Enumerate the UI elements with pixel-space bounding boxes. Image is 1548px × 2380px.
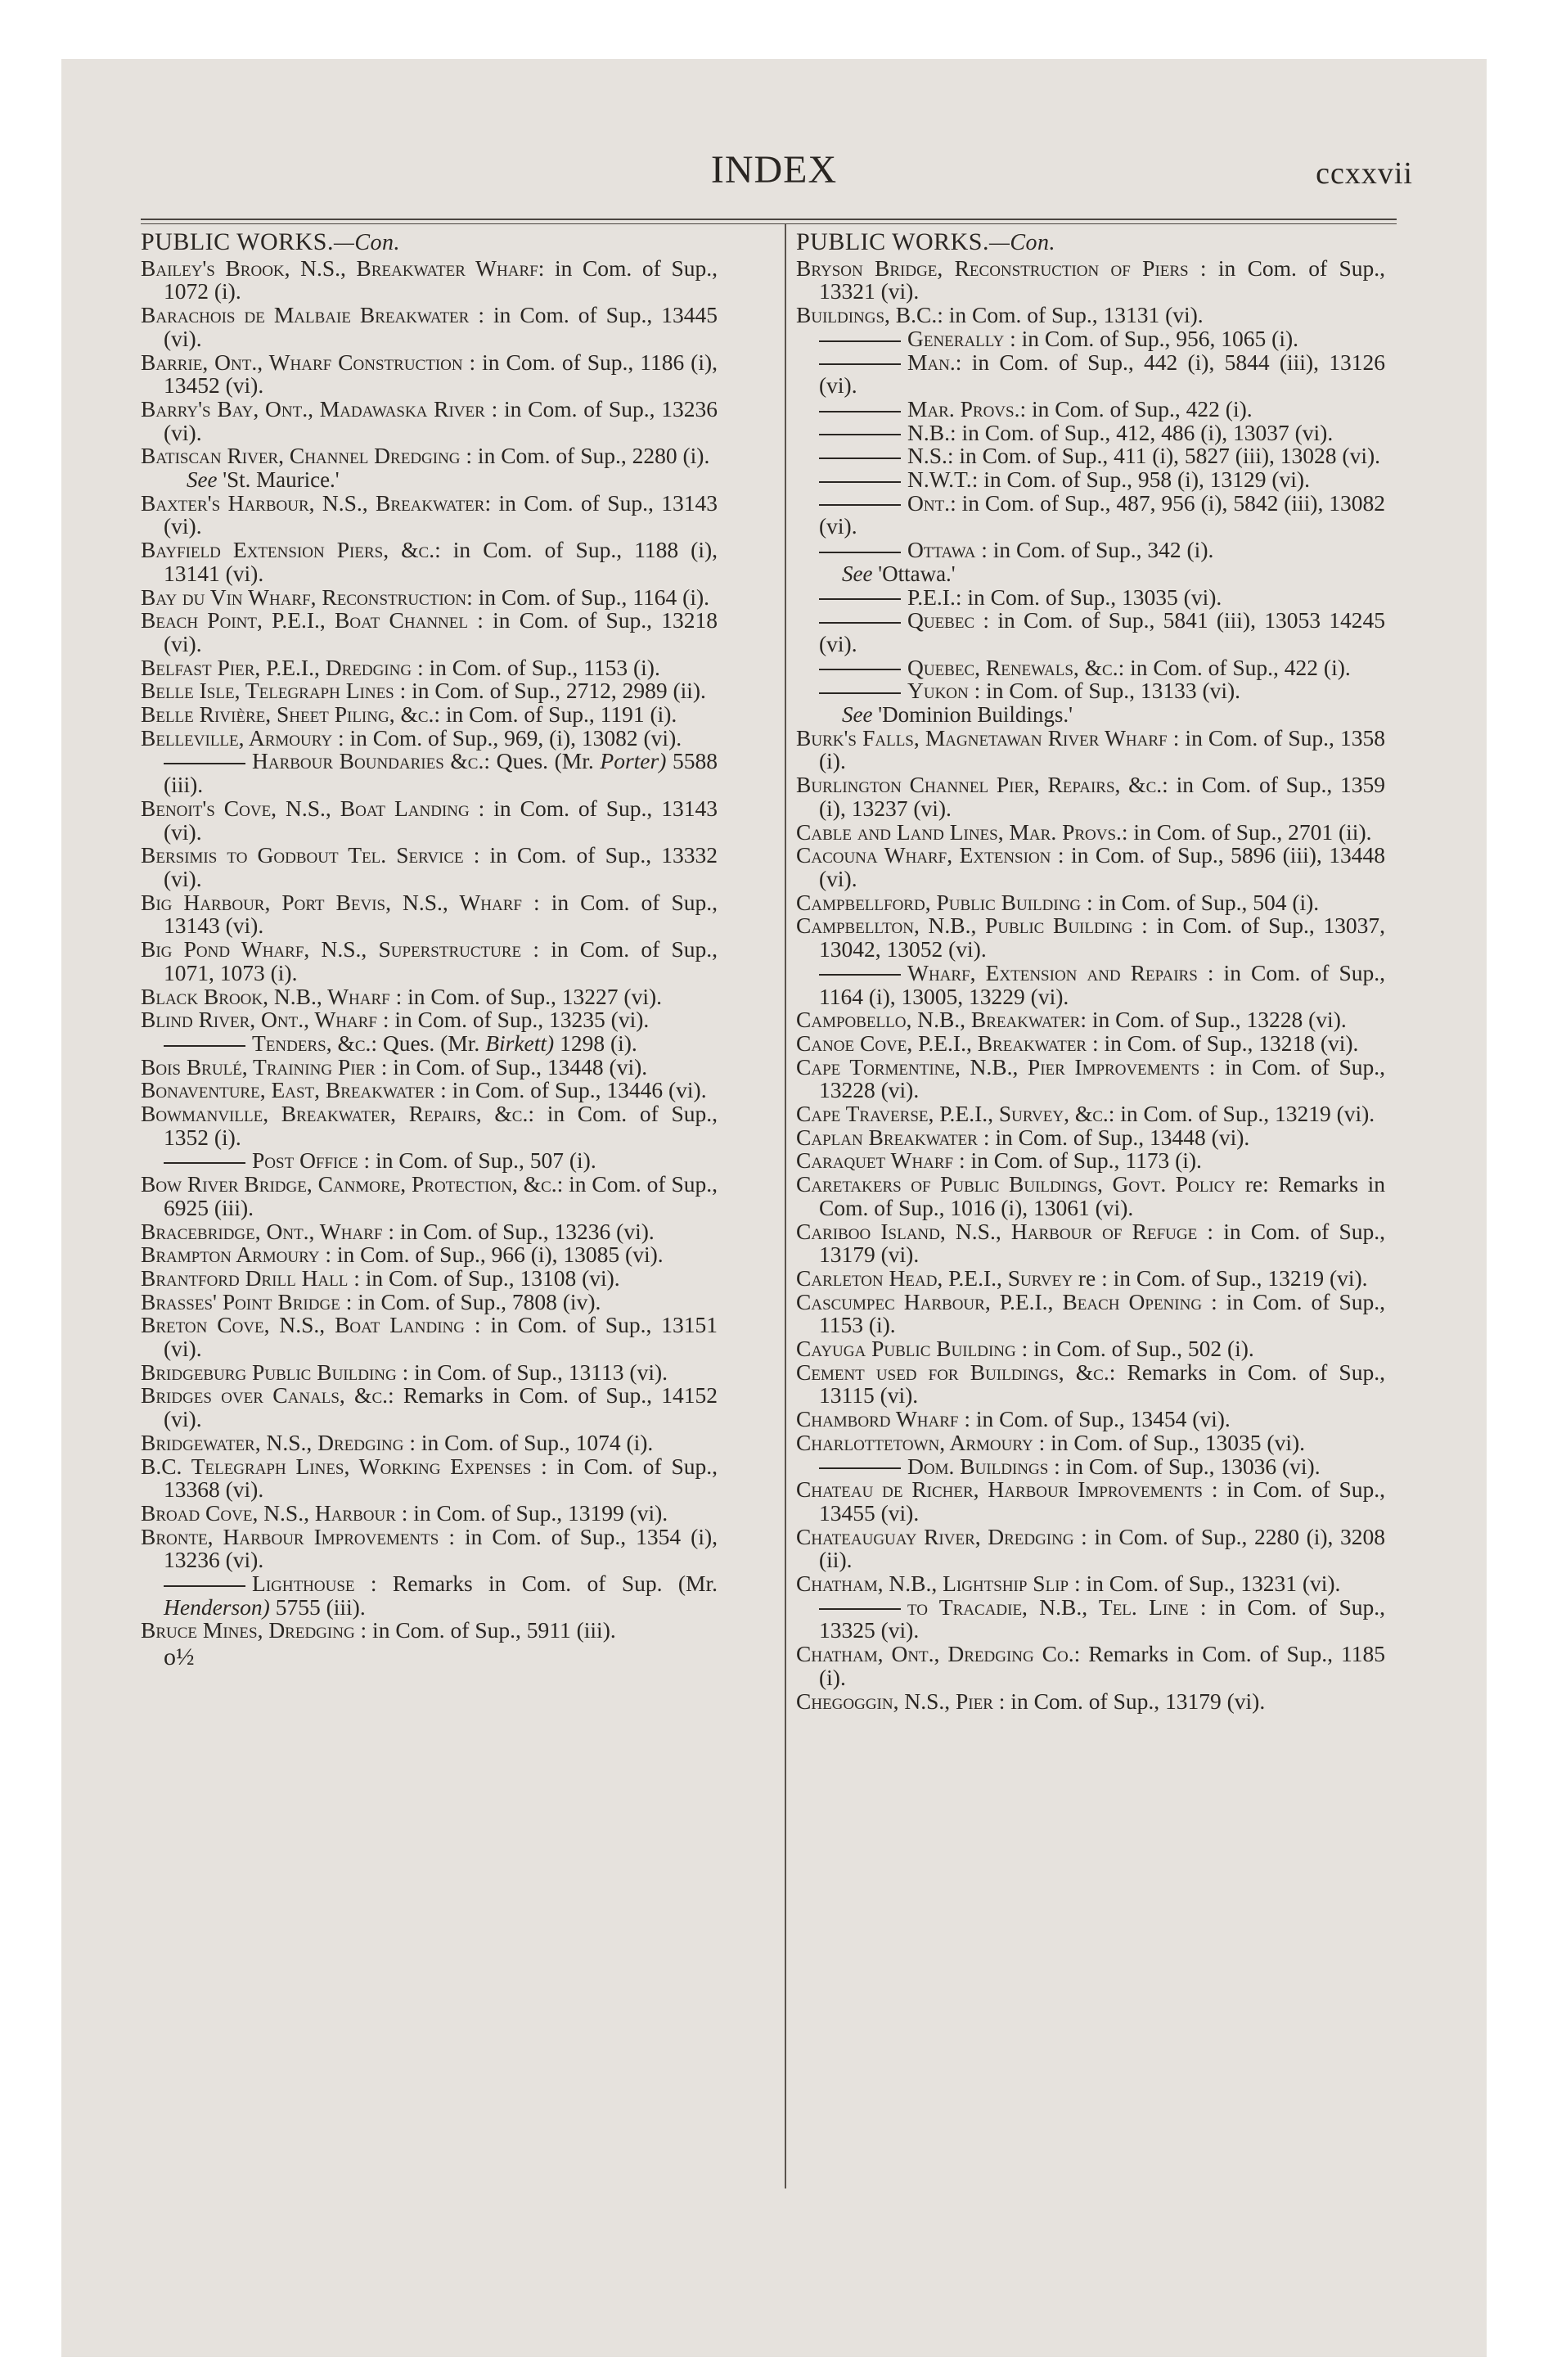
entry-head: Cape Traverse, P.E.I., Survey, &c. bbox=[796, 1101, 1109, 1127]
entry-head: Barachois de Malbaie Breakwater bbox=[141, 302, 470, 328]
see-target: 'Dominion Buildings.' bbox=[878, 702, 1073, 728]
entry-text: : in Com. of Sup., 1358 (i). bbox=[819, 724, 1386, 774]
entry-text: : in Com. of Sup., 1164 (i). bbox=[466, 584, 709, 610]
index-subentry bbox=[796, 489, 1385, 539]
entry-head: Bayfield Extension Piers, &c. bbox=[141, 537, 435, 563]
index-entry bbox=[141, 1431, 718, 1455]
index-entry bbox=[796, 773, 1385, 820]
ditto-dash bbox=[164, 1585, 245, 1587]
entry-head: Caraquet Wharf bbox=[796, 1147, 954, 1174]
entry-head: Bow River Bridge, Canmore, Protection, &c. bbox=[141, 1171, 557, 1197]
index-entry bbox=[141, 539, 718, 585]
index-entry bbox=[141, 891, 718, 938]
index-entry bbox=[796, 1478, 1385, 1525]
entry-text: : in Com. of Sup., 13454 (vi). bbox=[958, 1406, 1231, 1432]
entry-text: : in Com. of Sup., 13131 (vi). bbox=[937, 302, 1204, 328]
entry-text: : in Com. of Sup., 13143 (vi). bbox=[164, 489, 718, 539]
entry-text: : in Com. of Sup., 13151 (vi). bbox=[164, 1312, 718, 1362]
subentry-head: Yukon bbox=[907, 678, 969, 704]
entry-head: Chambord Wharf bbox=[796, 1406, 959, 1432]
subentry-tail: 5588 (iii). bbox=[164, 748, 718, 798]
subentry-text: : Remarks in Com. of Sup. (Mr. bbox=[354, 1571, 718, 1597]
ditto-dash bbox=[819, 669, 901, 670]
subentry-head: Wharf, Extension and Repairs bbox=[907, 959, 1198, 985]
entry-head: Bruce Mines, Dredging bbox=[141, 1617, 355, 1643]
index-entry bbox=[141, 656, 718, 680]
entry-text: re: Remarks in Com. of Sup., 1016 (i), 13061 (vi). bbox=[819, 1171, 1385, 1220]
entry-text: : in Com. of Sup., 1072 (i). bbox=[164, 255, 718, 304]
entry-text: : in Com. of Sup., 7808 (iv). bbox=[340, 1288, 601, 1314]
entry-head: Cable and Land Lines, Mar. Provs. bbox=[796, 818, 1122, 845]
entry-text: : in Com. of Sup., 13143 (vi). bbox=[164, 889, 718, 939]
entry-text: : in Com. of Sup., 1153 (i). bbox=[819, 1288, 1385, 1338]
entry-head: Big Pond Wharf, N.S., Superstructure bbox=[141, 936, 522, 962]
section-title: PUBLIC WORKS. bbox=[141, 228, 334, 255]
signature-mark: o½ bbox=[164, 1643, 195, 1671]
index-subentry bbox=[796, 959, 1385, 1009]
entry-text: : in Com. of Sup., 13368 (vi). bbox=[164, 1453, 718, 1503]
index-entry bbox=[141, 257, 718, 304]
index-subentry bbox=[796, 679, 1385, 703]
section-heading bbox=[141, 228, 718, 255]
entry-head: Campbellton, N.B., Public Building bbox=[796, 913, 1133, 939]
index-entry bbox=[141, 1264, 718, 1291]
subentry-text: : in Com. of Sup., 13133 (vi). bbox=[968, 678, 1241, 704]
entry-text: : in Com. of Sup., 1153 (i). bbox=[412, 654, 660, 680]
index-entry bbox=[796, 1149, 1385, 1173]
index-entry bbox=[796, 1220, 1385, 1267]
subentry-head: Dom. Buildings bbox=[907, 1453, 1049, 1479]
entry-head: Batiscan River, Channel Dredging bbox=[141, 443, 461, 469]
ditto-dash bbox=[819, 434, 901, 435]
index-entry bbox=[141, 703, 718, 727]
subentry-head: P.E.I. bbox=[907, 584, 956, 610]
index-entry bbox=[141, 844, 718, 890]
index-subentry bbox=[796, 327, 1385, 351]
entry-head: Bryson Bridge, Reconstruction of Piers bbox=[796, 255, 1189, 281]
subentry-text: : in Com. of Sup., 507 (i). bbox=[358, 1147, 596, 1174]
ditto-dash bbox=[819, 458, 901, 459]
subentry-head: Lighthouse bbox=[252, 1571, 355, 1597]
index-entry bbox=[796, 1008, 1385, 1032]
entry-text: : in Com. of Sup., 1186 (i), 13452 (vi). bbox=[164, 349, 718, 399]
index-entry bbox=[141, 1288, 718, 1314]
index-entry bbox=[796, 1032, 1385, 1056]
index-entry bbox=[796, 1361, 1385, 1408]
subentry-member: Henderson) bbox=[164, 1593, 270, 1620]
entry-text: : in Com. of Sup., 1191 (i). bbox=[434, 701, 677, 728]
index-entry bbox=[141, 586, 718, 610]
entry-text: : in Com. of Sup., 13445 (vi). bbox=[164, 302, 718, 351]
entry-text: : in Com. of Sup., 13143 (vi). bbox=[164, 795, 718, 845]
index-entry bbox=[141, 1079, 718, 1102]
subentry-text: : Ques. (Mr. bbox=[484, 748, 594, 774]
index-entry bbox=[141, 1243, 718, 1267]
index-entry bbox=[141, 985, 718, 1009]
subentry-member: Birkett) bbox=[485, 1030, 555, 1056]
entry-head: Charlottetown, Armoury bbox=[796, 1429, 1033, 1455]
entry-text: : in Com. of Sup., 13035 (vi). bbox=[1033, 1429, 1305, 1455]
entry-head: Campobello, N.B., Breakwater bbox=[796, 1007, 1081, 1033]
index-entry bbox=[141, 1384, 718, 1431]
index-entry bbox=[796, 1126, 1385, 1150]
entry-head: Cayuga Public Building bbox=[796, 1336, 1016, 1362]
index-subentry bbox=[796, 586, 1385, 610]
entry-head: Burk's Falls, Magnetawan River Wharf bbox=[796, 724, 1168, 751]
entry-head: Bersimis to Godbout Tel. Service bbox=[141, 842, 464, 868]
index-entry bbox=[141, 1173, 718, 1219]
entry-text: : in Com. of Sup., 2280 (i), 3208 (ii). bbox=[819, 1523, 1385, 1573]
entry-head: Barry's Bay, Ont., Madawaska River bbox=[141, 395, 485, 421]
subentry-tail: 5755 (iii). bbox=[269, 1593, 366, 1620]
ditto-dash bbox=[819, 481, 901, 483]
entry-text: : in Com. of Sup., 13231 (vi). bbox=[1069, 1571, 1341, 1597]
entry-head: Canoe Cove, P.E.I., Breakwater bbox=[796, 1030, 1087, 1056]
subentry-head: Generally bbox=[907, 325, 1005, 351]
index-entry bbox=[141, 1314, 718, 1360]
ditto-dash bbox=[819, 504, 901, 506]
entry-text: : in Com. of Sup., 13108 (vi). bbox=[348, 1264, 620, 1291]
entry-text: : in Com. of Sup., 1352 (i). bbox=[164, 1101, 718, 1150]
entry-head: Benoit's Cove, N.S., Boat Landing bbox=[141, 795, 470, 821]
index-entry bbox=[141, 938, 718, 985]
ditto-dash bbox=[819, 552, 901, 553]
entry-head: Baxter's Harbour, N.S., Breakwater bbox=[141, 489, 485, 516]
entry-text: : in Com. of Sup., 5896 (iii), 13448 (vi). bbox=[819, 842, 1385, 891]
entry-text: : in Com. of Sup., 1354 (i), 13236 (vi). bbox=[164, 1523, 718, 1573]
index-entry bbox=[796, 257, 1385, 304]
entry-text: : in Com. of Sup., 1359 (i), 13237 (vi). bbox=[819, 772, 1386, 821]
ditto-dash bbox=[819, 598, 901, 600]
index-entry bbox=[141, 489, 718, 539]
subentry-member: Porter) bbox=[600, 748, 667, 774]
index-entry bbox=[141, 679, 718, 703]
index-entry bbox=[141, 1523, 718, 1573]
entry-text: : in Com. of Sup., 13199 (vi). bbox=[395, 1499, 668, 1526]
entry-head: Cape Tormentine, N.B., Pier Improvements bbox=[796, 1053, 1200, 1080]
index-entry bbox=[796, 844, 1385, 890]
entry-text: : in Com. of Sup., 6925 (iii). bbox=[164, 1171, 718, 1220]
ditto-dash bbox=[819, 340, 901, 342]
subentry-head: Quebec, Renewals, &c. bbox=[907, 654, 1118, 680]
index-entry bbox=[796, 891, 1385, 915]
entry-text: : in Com. of Sup., 13455 (vi). bbox=[819, 1476, 1386, 1526]
subentry-head: Ont. bbox=[907, 489, 951, 516]
entry-head: Blind River, Ont., Wharf bbox=[141, 1007, 377, 1033]
see-label: See bbox=[187, 467, 218, 493]
entry-head: Bailey's Brook, N.S., Breakwater Wharf bbox=[141, 255, 538, 281]
index-entry bbox=[141, 304, 718, 350]
entry-text: : in Com. of Sup., 1074 (i). bbox=[403, 1429, 654, 1455]
entry-text: : in Com. of Sup., 13448 (vi). bbox=[977, 1124, 1250, 1150]
entry-head: Bracebridge, Ont., Wharf bbox=[141, 1218, 383, 1244]
see-target: 'St. Maurice.' bbox=[223, 467, 340, 493]
index-entry bbox=[796, 724, 1386, 774]
ditto-dash bbox=[819, 1608, 901, 1610]
entry-head: Campbellford, Public Building bbox=[796, 889, 1082, 915]
entry-text: : in Com. of Sup., 13219 (vi). bbox=[1108, 1101, 1375, 1127]
index-subentry bbox=[796, 1593, 1386, 1643]
index-entry bbox=[796, 818, 1385, 845]
entry-text: : in Com. of Sup., 966 (i), 13085 (vi). bbox=[319, 1242, 664, 1268]
index-entry bbox=[141, 609, 718, 656]
index-subentry bbox=[141, 750, 718, 796]
index-entry bbox=[141, 351, 718, 398]
index-entry bbox=[796, 1572, 1385, 1596]
entry-text: : in Com. of Sup., 13236 (vi). bbox=[164, 395, 718, 445]
index-entry bbox=[796, 1264, 1385, 1291]
entry-text: : in Com. of Sup., 2280 (i). bbox=[460, 443, 710, 469]
entry-head: Chateauguay River, Dredging bbox=[796, 1523, 1074, 1549]
entry-head: Cariboo Island, N.S., Harbour of Refuge bbox=[796, 1218, 1198, 1244]
page-title: INDEX bbox=[710, 148, 838, 192]
ditto-dash bbox=[164, 1162, 245, 1164]
entry-head: Bonaventure, East, Breakwater bbox=[141, 1077, 435, 1103]
header-rule-top bbox=[141, 219, 1397, 220]
subentry-text: : in Com. of Sup., 13036 (vi). bbox=[1048, 1453, 1321, 1479]
index-subentry bbox=[796, 395, 1385, 421]
entry-head: Buildings, B.C. bbox=[796, 302, 938, 328]
ditto-dash bbox=[819, 974, 901, 976]
entry-head: Bois Brulé, Training Pier bbox=[141, 1053, 376, 1080]
subentry-text: : Ques. (Mr. bbox=[371, 1030, 480, 1056]
index-entry bbox=[796, 1173, 1385, 1219]
entry-head: Bridgeburg Public Building bbox=[141, 1359, 397, 1385]
subentry-head: N.S. bbox=[907, 443, 947, 469]
entry-head: Chatham, Ont., Dredging Co. bbox=[796, 1641, 1074, 1667]
entry-text: : in Com. of Sup., 1173 (i). bbox=[953, 1147, 1202, 1174]
entry-head: Bowmanville, Breakwater, Repairs, &c. bbox=[141, 1101, 529, 1127]
entry-text: : Remarks in Com. of Sup., 14152 (vi). bbox=[164, 1382, 718, 1432]
subentry-text: : in Com. of Sup., 13035 (vi). bbox=[955, 584, 1222, 610]
entry-head: Carleton Head, P.E.I., Survey bbox=[796, 1264, 1073, 1291]
entry-text: : in Com. of Sup., 13448 (vi). bbox=[375, 1053, 648, 1080]
subentry-head: Man. bbox=[907, 349, 956, 375]
see-reference bbox=[141, 468, 718, 492]
subentry-head: Post Office bbox=[252, 1147, 358, 1174]
right-column bbox=[796, 228, 1386, 1714]
entry-head: Big Harbour, Port Bevis, N.S., Wharf bbox=[141, 889, 522, 915]
subentry-head: Ottawa bbox=[907, 537, 976, 563]
index-subentry bbox=[141, 1032, 718, 1056]
entry-text: : Remarks in Com. of Sup., 13115 (vi). bbox=[819, 1359, 1385, 1409]
index-entry bbox=[796, 1053, 1386, 1103]
entry-text: : in Com. of Sup., 13218 (vi). bbox=[164, 607, 718, 656]
scanned-page bbox=[61, 59, 1487, 2357]
entry-head: Cement used for Buildings, &c. bbox=[796, 1359, 1109, 1385]
entry-head: Brantford Drill Hall bbox=[141, 1264, 349, 1291]
entry-text: : in Com. of Sup., 2701 (ii). bbox=[1121, 818, 1372, 845]
column-divider bbox=[785, 224, 786, 2188]
index-entry bbox=[141, 1455, 718, 1502]
index-subentry bbox=[796, 351, 1385, 398]
see-label: See bbox=[842, 561, 873, 586]
index-subentry bbox=[141, 1149, 718, 1173]
index-entry bbox=[141, 724, 718, 751]
entry-head: Belleville, Armoury bbox=[141, 724, 333, 751]
entry-text: : in Com. of Sup., 2712, 2989 (ii). bbox=[394, 678, 706, 704]
index-entry bbox=[141, 395, 718, 445]
entry-head: Barrie, Ont., Wharf Construction bbox=[141, 349, 463, 375]
index-entry bbox=[141, 1008, 718, 1032]
section-suffix: —Con. bbox=[333, 230, 401, 255]
subentry-head: N.B. bbox=[907, 419, 950, 445]
ditto-dash bbox=[164, 763, 245, 764]
index-subentry bbox=[796, 656, 1385, 680]
entry-text: : in Com. of Sup., 13179 (vi). bbox=[992, 1688, 1266, 1714]
subentry-text: : in Com. of Sup., 956, 1065 (i). bbox=[1004, 325, 1299, 351]
entry-head: Broad Cove, N.S., Harbour bbox=[141, 1499, 396, 1526]
ditto-dash bbox=[819, 622, 901, 624]
entry-text: : in Com. of Sup., 13228 (vi). bbox=[819, 1053, 1386, 1103]
index-entry bbox=[141, 1619, 718, 1643]
index-entry bbox=[796, 914, 1385, 961]
index-entry bbox=[796, 1523, 1385, 1573]
subentry-head: Quebec bbox=[907, 607, 975, 633]
entry-head: Chateau de Richer, Harbour Improvements bbox=[796, 1476, 1203, 1503]
subentry-tail: 1298 (i). bbox=[554, 1030, 637, 1056]
see-reference bbox=[796, 703, 1385, 727]
subentry-head: N.W.T. bbox=[907, 467, 972, 493]
entry-text: : in Com. of Sup., 13236 (vi). bbox=[382, 1218, 655, 1244]
entry-text: : in Com. of Sup., 13321 (vi). bbox=[819, 255, 1385, 304]
entry-head: Brampton Armoury bbox=[141, 1242, 320, 1268]
subentry-head: Tenders, &c. bbox=[252, 1030, 371, 1056]
subentry-text: : in Com. of Sup., 442 (i), 5844 (iii), 13126 (vi). bbox=[819, 349, 1385, 399]
entry-head: Burlington Channel Pier, Repairs, &c. bbox=[796, 772, 1163, 798]
entry-text: : in Com. of Sup., 13218 (vi). bbox=[1087, 1030, 1359, 1056]
entry-head: Belfast Pier, P.E.I., Dredging bbox=[141, 654, 412, 680]
index-subentry bbox=[796, 444, 1385, 468]
index-entry bbox=[141, 1220, 718, 1244]
page-number: ccxxvii bbox=[1316, 156, 1413, 191]
index-entry bbox=[141, 444, 718, 468]
subentry-text: : in Com. of Sup., 1164 (i), 13005, 13229 (vi). bbox=[819, 959, 1385, 1009]
subentry-text: : in Com. of Sup., 422 (i). bbox=[1118, 654, 1351, 680]
index-subentry bbox=[796, 609, 1385, 656]
index-entry bbox=[141, 1499, 718, 1526]
subentry-text: : in Com. of Sup., 13325 (vi). bbox=[819, 1593, 1386, 1643]
entry-head: Beach Point, P.E.I., Boat Channel bbox=[141, 607, 468, 633]
section-heading bbox=[796, 228, 1385, 255]
index-subentry bbox=[796, 421, 1385, 445]
header-rule-bottom bbox=[141, 223, 1397, 224]
entry-head: Caplan Breakwater bbox=[796, 1124, 978, 1150]
index-entry bbox=[796, 1408, 1385, 1431]
entry-text: : in Com. of Sup., 13179 (vi). bbox=[819, 1218, 1385, 1268]
subentry-text: : in Com. of Sup., 958 (i), 13129 (vi). bbox=[971, 467, 1310, 493]
entry-head: Caretakers of Public Buildings, Govt. Policy bbox=[796, 1171, 1236, 1197]
page-header bbox=[61, 147, 1487, 196]
entry-head: B.C. Telegraph Lines, Working Expenses bbox=[141, 1453, 532, 1479]
index-entry bbox=[796, 1431, 1385, 1455]
left-column bbox=[141, 228, 718, 1671]
entry-text: : in Com. of Sup., 1188 (i), 13141 (vi). bbox=[164, 537, 718, 586]
index-entry bbox=[796, 1288, 1385, 1338]
entry-head: Brasses' Point Bridge bbox=[141, 1288, 340, 1314]
ditto-dash bbox=[164, 1045, 245, 1047]
index-subentry bbox=[796, 468, 1385, 492]
index-subentry bbox=[796, 1455, 1385, 1479]
entry-text: : in Com. of Sup., 502 (i). bbox=[1015, 1336, 1254, 1362]
entry-text: : in Com. of Sup., 13235 (vi). bbox=[376, 1007, 650, 1033]
ditto-dash bbox=[819, 692, 901, 694]
index-entry bbox=[141, 1053, 718, 1080]
index-entry bbox=[796, 1643, 1385, 1689]
subentry-text: : in Com. of Sup., 411 (i), 5827 (iii), 13028 (vi). bbox=[947, 443, 1380, 469]
index-entry bbox=[141, 1102, 718, 1149]
ditto-dash bbox=[819, 363, 901, 365]
entry-head: Chegoggin, N.S., Pier bbox=[796, 1688, 993, 1714]
index-entry bbox=[796, 1337, 1385, 1361]
ditto-dash bbox=[819, 1467, 901, 1469]
entry-text: : in Com. of Sup., 13113 (vi). bbox=[396, 1359, 668, 1385]
entry-text: : in Com. of Sup., 13037, 13042, 13052 (vi). bbox=[819, 913, 1385, 962]
entry-head: Cacouna Wharf, Extension bbox=[796, 842, 1051, 868]
ditto-dash bbox=[819, 411, 901, 412]
subentry-head: Harbour Boundaries &c. bbox=[252, 748, 484, 774]
entry-head: Bridgewater, N.S., Dredging bbox=[141, 1429, 404, 1455]
entry-head: Bay du Vin Wharf, Reconstruction bbox=[141, 584, 467, 610]
index-entry bbox=[141, 797, 718, 844]
section-title: PUBLIC WORKS. bbox=[796, 228, 989, 255]
entry-text: : in Com. of Sup., 13228 (vi). bbox=[1080, 1007, 1347, 1033]
entry-head: Chatham, N.B., Lightship Slip bbox=[796, 1571, 1069, 1597]
entry-text: : in Com. of Sup., 13227 (vi). bbox=[389, 983, 663, 1009]
entry-head: Breton Cove, N.S., Boat Landing bbox=[141, 1312, 465, 1338]
index-entry bbox=[141, 1361, 718, 1385]
entry-text: : in Com. of Sup., 504 (i). bbox=[1081, 889, 1320, 915]
subentry-text: : in Com. of Sup., 412, 486 (i), 13037 (vi). bbox=[949, 419, 1334, 445]
index-entry bbox=[796, 1690, 1385, 1714]
entry-head: Bridges over Canals, &c. bbox=[141, 1382, 388, 1409]
entry-text: re : in Com. of Sup., 13219 (vi). bbox=[1072, 1264, 1368, 1291]
subentry-text: : in Com. of Sup., 487, 956 (i), 5842 (iii), 13082 (vi). bbox=[819, 489, 1385, 539]
entry-head: Bronte, Harbour Improvements bbox=[141, 1523, 439, 1549]
see-reference bbox=[796, 562, 1385, 586]
index-subentry bbox=[141, 1572, 718, 1619]
entry-head: Cascumpec Harbour, P.E.I., Beach Opening bbox=[796, 1288, 1203, 1314]
subentry-text: : in Com. of Sup., 342 (i). bbox=[975, 537, 1214, 563]
entry-text: : in Com. of Sup., 1071, 1073 (i). bbox=[164, 936, 718, 985]
entry-head: Black Brook, N.B., Wharf bbox=[141, 983, 390, 1009]
subentry-text: : in Com. of Sup., 422 (i). bbox=[1019, 395, 1253, 421]
entry-text: : in Com. of Sup., 13332 (vi). bbox=[164, 842, 718, 891]
entry-text: : in Com. of Sup., 969, (i), 13082 (vi). bbox=[332, 724, 682, 751]
subentry-text: : in Com. of Sup., 5841 (iii), 13053 14245 (vi). bbox=[819, 607, 1385, 656]
entry-text: : Remarks in Com. of Sup., 1185 (i). bbox=[819, 1641, 1385, 1690]
subentry-head: Mar. Provs. bbox=[907, 395, 1020, 421]
see-label: See bbox=[842, 702, 873, 728]
entry-text: : in Com. of Sup., 13446 (vi). bbox=[434, 1077, 707, 1103]
section-suffix: —Con. bbox=[988, 230, 1056, 255]
entry-text: : in Com. of Sup., 5911 (iii). bbox=[354, 1617, 616, 1643]
entry-head: Belle Rivière, Sheet Piling, &c. bbox=[141, 701, 434, 728]
index-entry bbox=[796, 1102, 1385, 1126]
subentry-head: to Tracadie, N.B., Tel. Line bbox=[907, 1593, 1189, 1620]
index-entry bbox=[796, 304, 1385, 327]
see-target: 'Ottawa.' bbox=[878, 561, 956, 586]
entry-head: Belle Isle, Telegraph Lines bbox=[141, 678, 394, 704]
index-subentry bbox=[796, 539, 1385, 562]
